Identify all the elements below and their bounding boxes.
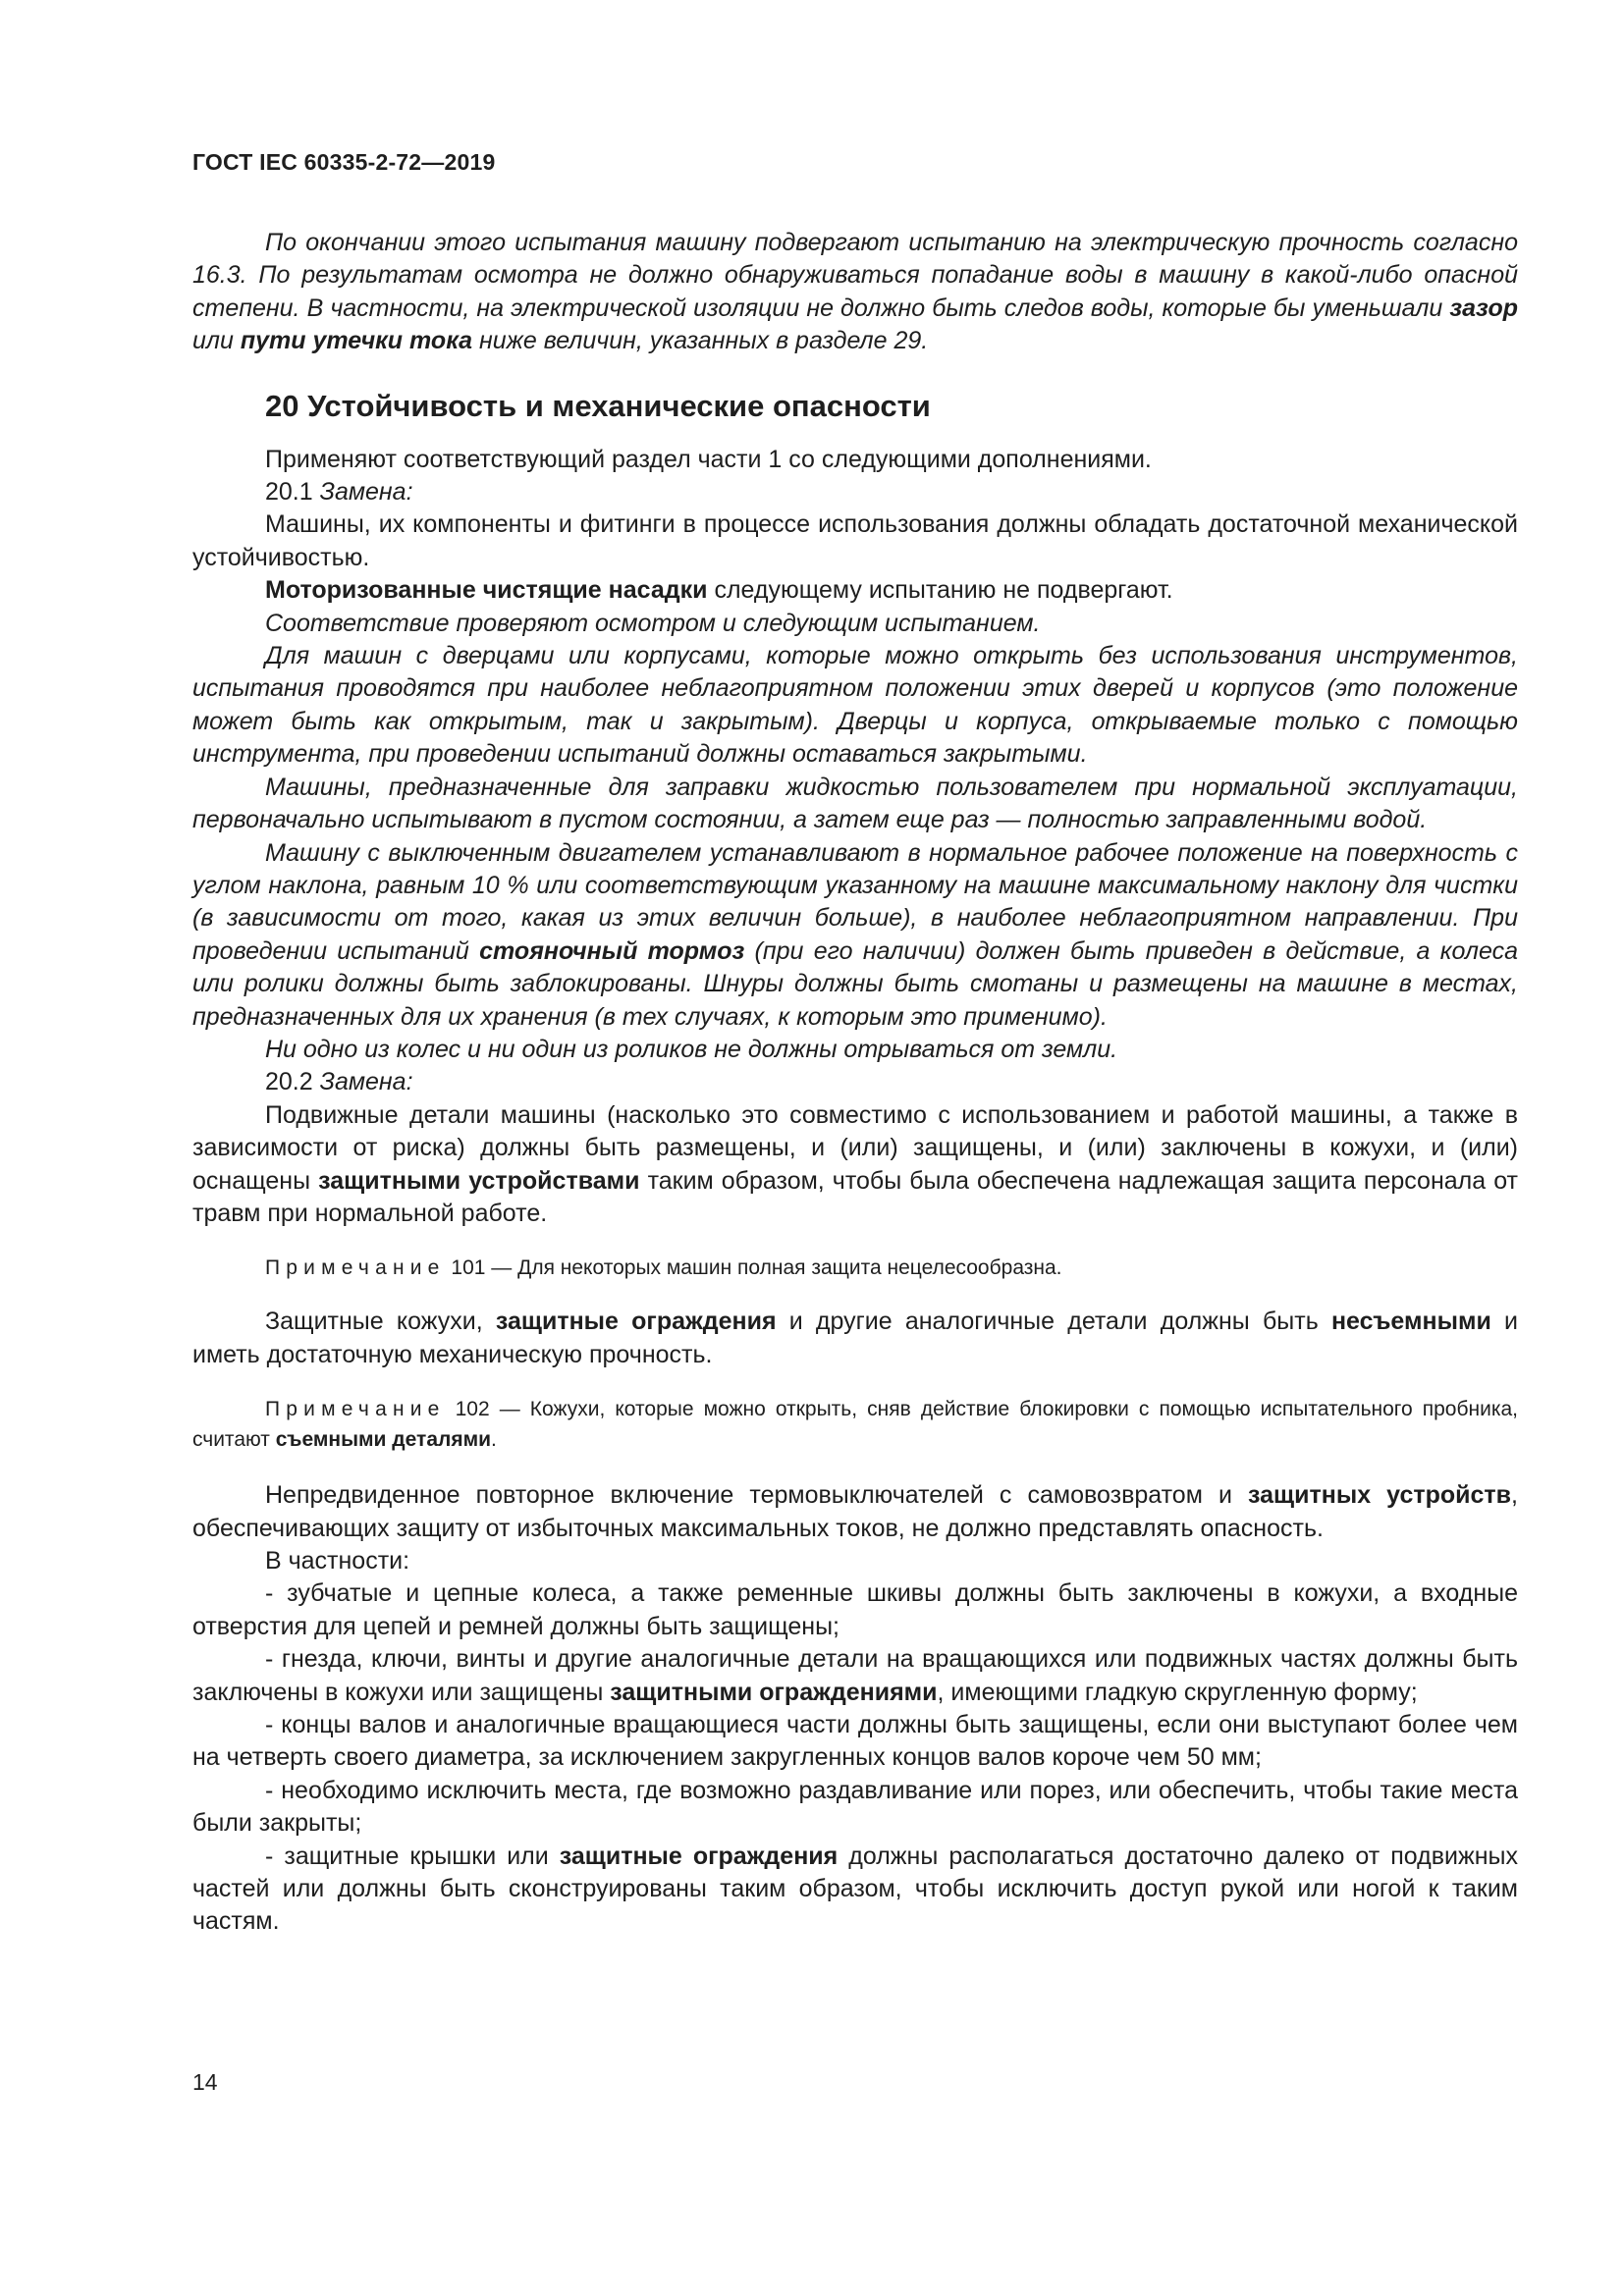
page-body: [192, 227, 1518, 1939]
list-item: [192, 1841, 1518, 1939]
text-run: ниже величин, указанных в разделе 29.: [472, 327, 929, 355]
list-item: [192, 1775, 1518, 1841]
paragraph-liquid: Машины, предназначенные для заправки жидкостью пользователем при нормальной эксплуатации, первоначально испытывают в пустом состоянии, а затем еще раз — полностью заправленными водой.: [192, 773, 1518, 834]
term-bold: защитных устройств: [1248, 1481, 1512, 1510]
text-run: Защитные кожухи,: [265, 1308, 496, 1336]
text-run: , обеспечивающих защиту от избыточных максимальных токов, не должно представлять опасность.: [192, 1481, 1518, 1542]
term-bold: защитными ограждениями: [610, 1678, 938, 1706]
paragraph-in-particular: В частности:: [265, 1547, 410, 1575]
paragraph-guards: [192, 1306, 1518, 1371]
subsection-label: Замена:: [319, 478, 413, 507]
term-bold: пути утечки тока: [240, 327, 473, 355]
paragraph-intro: Применяют соответствующий раздел части 1 со следующими дополнениями.: [265, 445, 1152, 473]
document-header: ГОСТ IEC 60335-2-72—2019: [192, 149, 496, 175]
paragraph-motorized: [192, 574, 1518, 607]
paragraph-incline: [192, 837, 1518, 1034]
text-run: - защитные крышки или: [265, 1842, 560, 1870]
term-bold: защитные ограждения: [559, 1842, 839, 1870]
text-run: Машину с выключенным двигателем устанавливают в нормальное рабочее положение на поверхность с углом наклона, равным 10 % или соответствующим указанному на машине максимальному наклону для чистки (в зависимости от того, какая из этих величин больше), в наиболее неблагоприятном направлении. При проведении испытаний: [192, 838, 1518, 965]
text-run: или: [192, 327, 241, 355]
paragraph-machines: Машины, их компоненты и фитинги в процессе использования должны обладать достаточной механической устойчивостью.: [192, 510, 1518, 571]
term-bold: съемными деталями: [275, 1428, 492, 1452]
term-bold: защитными устройствами: [318, 1166, 640, 1195]
section-title-20: 20 Устойчивость и механические опасности: [265, 388, 931, 423]
paragraph-moving-parts: [192, 1099, 1518, 1231]
term-bold: несъемными: [1330, 1308, 1491, 1336]
text-run: и другие аналогичные детали должны быть: [776, 1308, 1331, 1336]
note-label: Примечание: [265, 1398, 446, 1421]
requirements-list: [192, 1577, 1518, 1938]
paragraph-test-end: [192, 227, 1518, 358]
page-number: 14: [192, 2069, 218, 2095]
term-bold: зазор: [1449, 294, 1518, 322]
text-run: , имеющими гладкую скругленную форму;: [937, 1678, 1418, 1706]
paragraph-compliance: Соответствие проверяют осмотром и следующим испытанием.: [265, 609, 1041, 637]
note-label: Примечание: [265, 1256, 446, 1280]
paragraph-wheels: Ни одно из колес и ни один из роликов не должны отрываться от земли.: [265, 1035, 1118, 1063]
text-run: .: [491, 1428, 497, 1452]
text-run: (при его наличии) должен быть приведен в действие, а колеса или ролики должны быть заблокированы. Шнуры должны быть смотаны и размещены на машине в местах, предназначенных для их хранения (в тех случаях, к которым это применимо).: [192, 936, 1519, 1031]
text-run: - необходимо исключить места, где возможно раздавливание или порез, или обеспечить, чтобы такие места были закрыты;: [192, 1776, 1518, 1838]
term-bold: Моторизованные чистящие насадки: [265, 576, 708, 605]
subsection-label: Замена:: [319, 1068, 413, 1096]
text-run: Непредвиденное повторное включение термовыключателей с самовозвратом и: [265, 1481, 1249, 1510]
note-101: [192, 1253, 1518, 1283]
text-run: - гнезда, ключи, винты и другие аналогичные детали на вращающихся или подвижных частях должны быть заключены в кожухи или защищены: [192, 1645, 1518, 1706]
subsection-number: 20.1: [265, 478, 313, 507]
paragraph-reset: [192, 1479, 1518, 1545]
paragraph-doors: Для машин с дверцами или корпусами, которые можно открыть без использования инструментов, испытания проводятся при наиболее неблагоприятном положении этих дверей и корпусов (это положение может быть как открытым, так и закрытым). Дверцы и корпуса, открываемые только с помощью инструмента, при проведении испытаний должны оставаться закрытыми.: [192, 642, 1518, 769]
list-item: [192, 1643, 1518, 1709]
text-run: - концы валов и аналогичные вращающиеся части должны быть защищены, если они выступают более чем на четверть своего диаметра, за исключением закругленных концов валов короче чем 50 мм;: [192, 1711, 1518, 1772]
text-run: - зубчатые и цепные колеса, а также ременные шкивы должны быть заключены в кожухи, а входные отверстия для цепей и ремней должны быть защищены;: [192, 1579, 1518, 1640]
text-run: По окончании этого испытания машину подвергают испытанию на электрическую прочность согласно 16.3. По результатам осмотра не должно обнаруживаться попадание воды в машину в какой-либо опасной степени. В частности, на электрической изоляции не должно быть следов воды, которые бы уменьшали: [192, 229, 1518, 322]
text-run: таким образом, чтобы была обеспечена надлежащая защита персонала от травм при нормальной работе.: [192, 1166, 1519, 1227]
text-run: и иметь достаточную механическую прочность.: [192, 1308, 1518, 1368]
text-run: 102 — Кожухи, которые можно открыть, сняв действие блокировки с помощью испытательного пробника, считают: [192, 1398, 1518, 1452]
text-run: следующему испытанию не подвергают.: [707, 576, 1173, 605]
subsection-number: 20.2: [265, 1068, 313, 1096]
list-item: [192, 1577, 1518, 1643]
note-102: [192, 1394, 1518, 1455]
list-item: [192, 1709, 1518, 1775]
note-text: 101 — Для некоторых машин полная защита нецелесообразна.: [445, 1256, 1062, 1280]
subsection-20-2: [192, 1066, 1518, 1098]
text-run: Подвижные детали машины (насколько это совместимо с использованием и работой машины, а также в зависимости от риска) должны быть размещены, и (или) защищены, и (или) заключены в кожухи, и (или) оснащены: [192, 1100, 1518, 1195]
subsection-20-1: [192, 476, 1518, 508]
term-bold: защитные ограждения: [495, 1308, 777, 1336]
term-bold: стояночный тормоз: [479, 936, 745, 965]
text-run: должны располагаться достаточно далеко от подвижных частей или должны быть сконструированы таким образом, чтобы исключить доступ рукой или ногой к таким частям.: [192, 1842, 1518, 1936]
